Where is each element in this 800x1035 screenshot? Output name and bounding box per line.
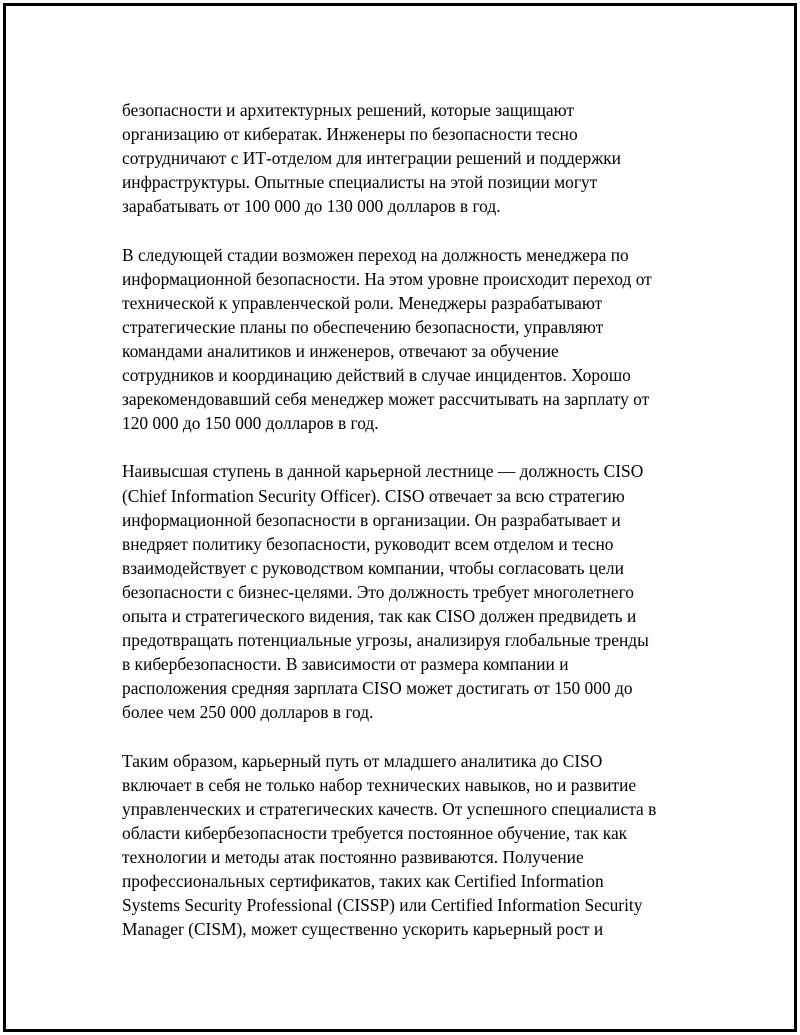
- paragraph-1: [122, 98, 702, 218]
- text-line: зарекомендовавший себя менеджер может рассчитывать на зарплату от: [122, 389, 650, 410]
- text-line: расположения средняя зарплата CISO может достигать от 150 000 до: [122, 678, 633, 699]
- text-line: информационной безопасности. На этом уровне происходит переход от: [122, 268, 652, 289]
- text-line: внедряет политику безопасности, руководит всем отделом и тесно: [122, 533, 614, 554]
- text-line: предотвращать потенциальные угрозы, анализируя глобальные тренды: [122, 630, 649, 651]
- text-line: информационной безопасности в организации. Он разрабатывает и: [122, 509, 621, 530]
- text-line: Manager (CISM), может существенно ускорить карьерный рост и: [122, 919, 604, 940]
- text-line: более чем 250 000 долларов в год.: [122, 702, 374, 723]
- text-line: профессиональных сертификатов, таких как Certified Information: [122, 871, 604, 891]
- text-line: (Chief Information Security Officer). CISO отвечает за всю стратегию: [122, 485, 625, 506]
- text-line: зарабатывать от 100 000 до 130 000 долларов в год.: [122, 196, 501, 217]
- text-line: инфраструктуры. Опытные специалисты на этой позиции могут: [122, 172, 598, 193]
- text-line: взаимодействует с руководством компании, чтобы согласовать цели: [122, 557, 624, 578]
- text-line: области кибербезопасности требуется постоянное обучение, так как: [122, 822, 628, 843]
- text-line: в кибербезопасности. В зависимости от размера компании и: [122, 654, 569, 675]
- text-line: стратегические планы по обеспечению безопасности, управляют: [122, 316, 604, 337]
- text-line: Таким образом, карьерный путь от младшего аналитика до CISO: [122, 750, 603, 771]
- text-line: организацию от кибератак. Инженеры по безопасности тесно: [122, 124, 578, 145]
- text-line: командами аналитиков и инженеров, отвечают за обучение: [122, 340, 559, 361]
- text-line: Наивысшая ступень в данной карьерной лестнице — должность CISO: [122, 461, 644, 482]
- paragraph-4: [122, 749, 702, 942]
- document-body: [122, 98, 702, 965]
- text-line: безопасности с бизнес-целями. Это должность требует многолетнего: [122, 581, 635, 602]
- text-line: технологии и методы атак постоянно развиваются. Получение: [122, 846, 584, 867]
- text-line: 120 000 до 150 000 долларов в год.: [122, 413, 379, 434]
- paragraph-2: [122, 243, 702, 436]
- text-line: сотрудничают с ИТ-отделом для интеграции решений и поддержки: [122, 148, 621, 169]
- text-line: опыта и стратегического видения, так как CISO должен предвидеть и: [122, 605, 637, 626]
- paragraph-3: [122, 459, 702, 724]
- text-line: технической к управленческой роли. Менеджеры разрабатывают: [122, 292, 603, 313]
- page-frame: [3, 3, 797, 1032]
- text-line: включает в себя не только набор технических навыков, но и развитие: [122, 774, 637, 795]
- text-line: сотрудников и координацию действий в случае инцидентов. Хорошо: [122, 365, 631, 386]
- text-line: В следующей стадии возможен переход на должность менеджера по: [122, 244, 629, 265]
- text-line: безопасности и архитектурных решений, которые защищают: [122, 100, 575, 120]
- text-line: Systems Security Professional (CISSP) или Certified Information Security: [122, 895, 643, 916]
- text-line: управленческих и стратегических качеств. От успешного специалиста в: [122, 798, 657, 819]
